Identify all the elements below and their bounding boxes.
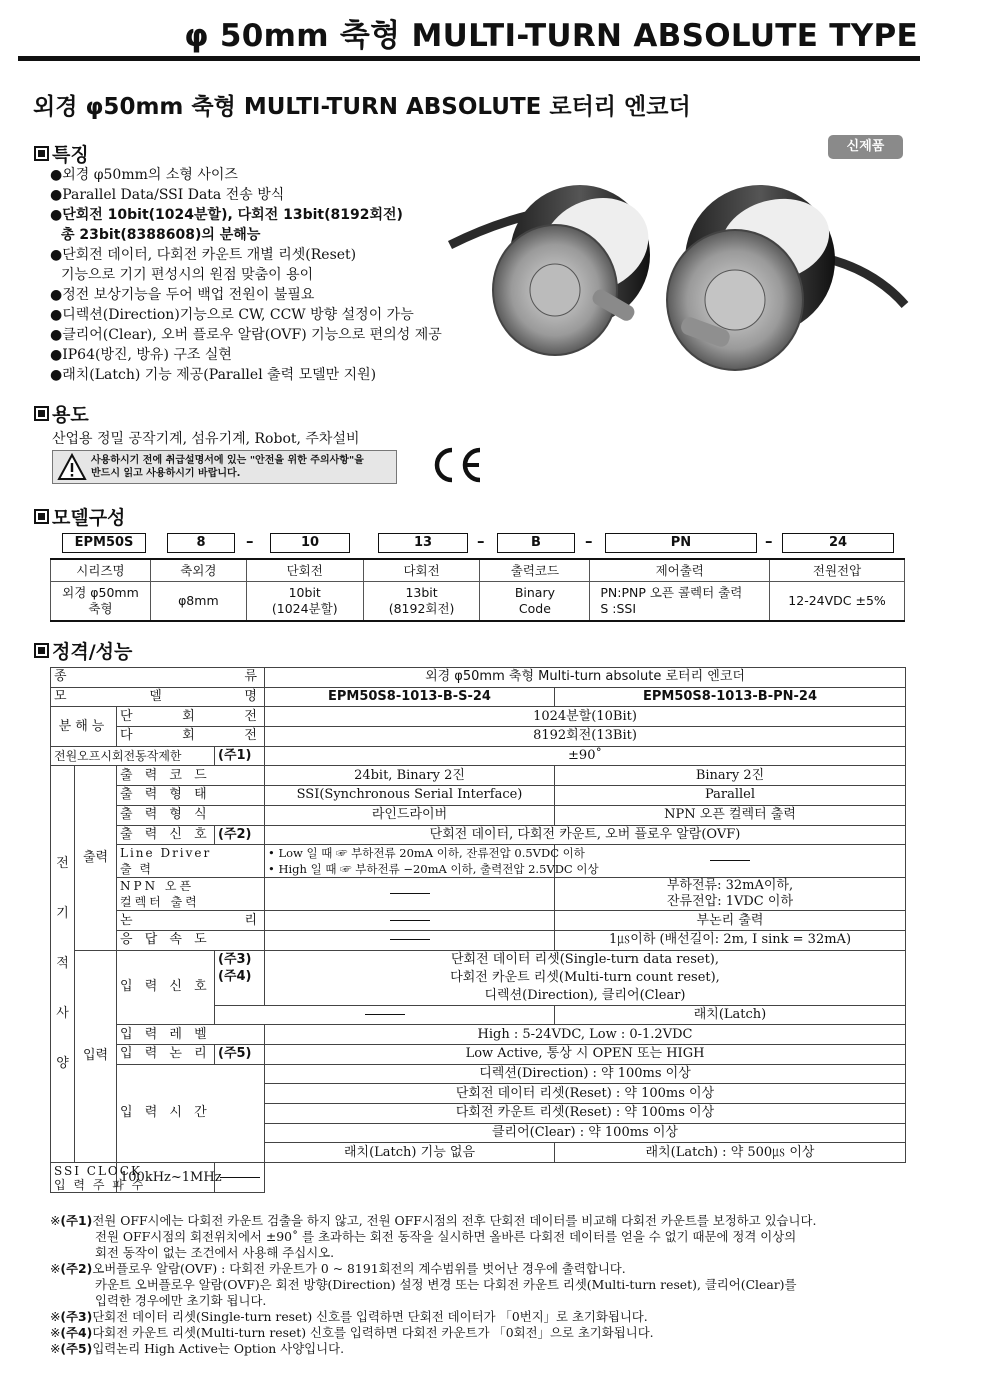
section-marker-icon — [34, 146, 49, 161]
footnote-line: ※(주2)오버플로우 알람(OVF) : 다회전 카운트가 0 ~ 8191회전의 계수범위를 벗어난 경우에 출력합니다. — [50, 1261, 626, 1276]
footnote-line: ※(주5)입력논리 High Active는 Option 사양입니다. — [50, 1341, 345, 1356]
spec-in-level: High : 5-24VDC, Low : 0-1.2VDC — [265, 1025, 906, 1045]
spec-npn-s-empty — [265, 878, 555, 911]
spec-out-signal-label: 출 력 신 호 — [117, 825, 215, 845]
spec-npn: 부하전류: 32mA이하, 잔류전압: 1VDC 이하 — [555, 878, 906, 911]
feature-item: ●단회전 10bit(1024분할), 다회전 13bit(8192회전) — [50, 207, 403, 223]
model-header-cell: 단회전 — [246, 559, 363, 581]
model-header-cell: 제어출력 — [590, 559, 770, 581]
product-image — [430, 165, 910, 395]
spec-out-form-label: 출 력 형 태 — [117, 786, 265, 806]
feature-item: ●클리어(Clear), 오버 플로우 알람(OVF) 기능으로 편의성 제공 — [50, 327, 442, 343]
spec-latch-time-s: 래치(Latch) 기능 없음 — [265, 1143, 555, 1163]
model-value-cell: 외경 φ50mm 축형 — [51, 581, 151, 621]
model-code-power: 24 — [782, 533, 894, 553]
spec-model-label: 모 델 명 — [51, 687, 265, 707]
spec-electrical-label: 전 기 적 사 양 — [51, 766, 75, 1163]
section-features — [34, 140, 89, 167]
ce-mark-icon — [430, 445, 486, 485]
model-value-cell: PN:PNP 오픈 콜렉터 출력 S :SSI — [590, 581, 770, 621]
safety-warning — [52, 450, 397, 484]
model-header-cell: 출력코드 — [480, 559, 590, 581]
model-header-cell: 다회전 — [363, 559, 480, 581]
section-marker-icon — [34, 406, 49, 421]
model-value-cell: φ8mm — [150, 581, 246, 621]
spec-out-form-s: SSI(Synchronous Serial Interface) — [265, 786, 555, 806]
section-usage-title: 용도 — [52, 404, 89, 426]
spec-res-multi-label: 다 회 전 — [117, 727, 265, 747]
spec-in-logic-label: 입 력 논 리 — [117, 1044, 215, 1064]
spec-ssi-pn-empty — [215, 1163, 265, 1193]
model-dash: – — [585, 532, 593, 550]
warning-line-2: 반드시 읽고 사용하시기 바랍니다. — [91, 468, 241, 479]
model-table — [50, 558, 905, 622]
spec-in-time-multi-reset: 다회전 카운트 리셋(Reset) : 약 100ms 이상 — [265, 1104, 906, 1124]
spec-model-s: EPM50S8-1013-B-S-24 — [265, 687, 555, 707]
model-code-shaft: 8 — [167, 533, 235, 553]
spec-type-label: 종 류 — [51, 668, 265, 688]
spec-line-driver-label: Line Driver 출 력 — [117, 845, 265, 878]
section-marker-icon — [34, 509, 49, 524]
feature-item: ●단회전 데이터, 다회전 카운트 개별 리셋(Reset) — [50, 247, 357, 263]
spec-in-time-single-reset: 단회전 데이터 리셋(Reset) : 약 100ms 이상 — [265, 1084, 906, 1104]
spec-logic: 부논리 출력 — [555, 911, 906, 931]
spec-ssi: 100kHz~1MHz — [117, 1163, 215, 1193]
spec-type-value: 외경 φ50mm 축형 Multi-turn absolute 로터리 엔코더 — [265, 668, 906, 688]
section-spec-title: 정격/성능 — [52, 641, 133, 663]
spec-poweroff-label: 전원오프시회전동작제한 — [51, 746, 215, 766]
spec-in-level-label: 입 력 레 벨 — [117, 1025, 265, 1045]
page-header-title: φ 50mm 축형 MULTI-TURN ABSOLUTE TYPE — [184, 18, 918, 54]
spec-poweroff-value: ±90˚ — [265, 746, 906, 766]
spec-latch: 래치(Latch) — [555, 1005, 906, 1025]
header-rule — [18, 56, 920, 61]
spec-model-pn: EPM50S8-1013-B-PN-24 — [555, 687, 906, 707]
spec-out-code-s: 24bit, Binary 2진 — [265, 766, 555, 786]
spec-output-label: 출력 — [75, 766, 117, 950]
feature-item: ●IP64(방진, 방유) 구조 실현 — [50, 347, 232, 363]
section-model — [34, 503, 125, 530]
model-dash: – — [477, 532, 485, 550]
section-features-title: 특징 — [52, 144, 89, 166]
spec-out-type-pn: NPN 오픈 컬렉터 출력 — [555, 805, 906, 825]
spec-out-type-label: 출 력 형 식 — [117, 805, 265, 825]
section-marker-icon — [34, 643, 49, 658]
model-code-output-code: B — [497, 533, 575, 553]
footnote-line: ※(주1)전원 OFF시에는 다회전 카운트 검출을 하지 않고, 전원 OFF시점의 전후 단회전 데이터를 비교해 다회전 카운트를 보정하고 있습니다. — [50, 1213, 817, 1228]
spec-latch-time-pn: 래치(Latch) : 약 500㎲ 이상 — [555, 1143, 906, 1163]
section-spec — [34, 637, 132, 664]
spec-res-single-label: 단 회 전 — [117, 707, 265, 727]
spec-note2-tag: (주2) — [215, 825, 265, 845]
footnotes — [50, 1213, 910, 1357]
model-code-multi-turn: 13 — [378, 533, 468, 553]
spec-in-logic: Low Active, 통상 시 OPEN 또는 HIGH — [265, 1044, 906, 1064]
page-title: 외경 φ50mm 축형 MULTI-TURN ABSOLUTE 로터리 엔코더 — [33, 94, 691, 120]
spec-res-multi: 8192회전(13Bit) — [265, 727, 906, 747]
footnote-line: ※(주4)다회전 카운트 리셋(Multi-turn reset) 신호를 입력하면 다회전 카운트가 「0회전」으로 초기화됩니다. — [50, 1325, 654, 1340]
spec-note3-4-tags: (주3) (주4) — [215, 950, 265, 1005]
footnote-line: 회전 동작이 없는 조건에서 사용해 주십시오. — [95, 1245, 335, 1260]
footnote-line: 카운트 오버플로우 알람(OVF)은 회전 방향(Direction) 설정 변경 또는 다회전 카운트 리셋(Multi-turn reset), 클리어(Clear)를 — [95, 1277, 797, 1292]
usage-text: 산업용 정밀 공작기계, 섬유기계, Robot, 주차설비 — [52, 431, 360, 447]
model-value-cell: 13bit (8192회전) — [363, 581, 480, 621]
warning-icon — [57, 452, 87, 482]
feature-item: ●정전 보상기능을 두어 백업 전원이 불필요 — [50, 287, 315, 303]
section-model-title: 모델구성 — [52, 507, 126, 529]
spec-response-label: 응 답 속 도 — [117, 930, 265, 950]
model-header-cell: 전원전압 — [770, 559, 905, 581]
model-code-series: EPM50S — [62, 533, 146, 553]
spec-note5-tag: (주5) — [215, 1044, 265, 1064]
spec-in-time-direction: 디렉션(Direction) : 약 100ms 이상 — [265, 1064, 906, 1084]
spec-out-type-s: 라인드라이버 — [265, 805, 555, 825]
feature-item: ●외경 φ50mm의 소형 사이즈 — [50, 167, 238, 183]
feature-item: ●래치(Latch) 기능 제공(Parallel 출력 모델만 지원) — [50, 367, 377, 383]
spec-response: 1㎲이하 (배선길이: 2m, I sink = 32mA) — [555, 930, 906, 950]
spec-in-time-label: 입 력 시 간 — [117, 1064, 265, 1162]
model-dash: – — [246, 532, 254, 550]
feature-item: ●디렉션(Direction)기능으로 CW, CCW 방향 설정이 가능 — [50, 307, 414, 323]
spec-out-form-pn: Parallel — [555, 786, 906, 806]
spec-ssi-label: SSI CLOCK 입 력 주 파 수 — [51, 1163, 117, 1193]
model-code-single-turn: 10 — [270, 533, 350, 553]
spec-npn-label: NPN 오픈 컬렉터 출력 — [117, 878, 265, 911]
model-header-cell: 시리즈명 — [51, 559, 151, 581]
spec-in-signal: 단회전 데이터 리셋(Single-turn data reset), 다회전 카운트 리셋(Multi-turn count reset), 디렉션(Direction), 클리어(Clear) — [265, 950, 906, 1005]
spec-line-driver-pn-empty — [555, 845, 906, 878]
spec-note1-tag: (주1) — [215, 746, 265, 766]
spec-out-code-pn: Binary 2진 — [555, 766, 906, 786]
new-product-badge: 신제품 — [828, 135, 903, 159]
warning-line-1: 사용하시기 전에 취급설명서에 있는 "안전을 위한 주의사항"을 — [91, 455, 364, 466]
model-code-control-output: PN — [605, 533, 757, 553]
feature-item: ●Parallel Data/SSI Data 전송 방식 — [50, 187, 285, 203]
spec-res-single: 1024분할(10Bit) — [265, 707, 906, 727]
model-dash: – — [765, 532, 773, 550]
spec-latch-s-empty — [215, 1005, 555, 1025]
model-value-cell: 12-24VDC ±5% — [770, 581, 905, 621]
spec-out-code-label: 출 력 코 드 — [117, 766, 265, 786]
spec-response-s-empty — [265, 930, 555, 950]
spec-resolution-label: 분해능 — [51, 707, 117, 746]
footnote-line: ※(주3)단회전 데이터 리셋(Single-turn reset) 신호를 입력하면 단회전 데이터가 「0번지」로 초기화됩니다. — [50, 1309, 648, 1324]
spec-logic-s-empty — [265, 911, 555, 931]
model-header-cell: 축외경 — [150, 559, 246, 581]
spec-out-signal: 단회전 데이터, 다회전 카운트, 오버 플로우 알람(OVF) — [265, 825, 906, 845]
footnote-line: 전원 OFF시점의 회전위치에서 ±90˚ 를 초과하는 회전 동작을 실시하면 올바른 다회전 데이터를 얻을 수 없기 때문에 정격 이상의 — [95, 1229, 797, 1244]
spec-line-driver: • Low 일 때 ☞ 부하전류 20mA 이하, 잔류전압 0.5VDC 이하 • High 일 때 ☞ 부하전류 −20mA 이하, 출력전압 2.5VDC 이상 — [265, 845, 555, 878]
feature-item: 기능으로 기기 편성시의 원점 맞춤이 용이 — [61, 267, 314, 283]
section-usage — [34, 400, 89, 427]
spec-logic-label: 논 리 — [117, 911, 265, 931]
feature-item: 총 23bit(8388608)의 분해능 — [61, 227, 261, 243]
model-value-cell: 10bit (1024분할) — [246, 581, 363, 621]
footnote-line: 입력한 경우에만 초기화 됩니다. — [95, 1293, 267, 1308]
spec-table — [50, 667, 906, 1193]
spec-in-time-clear: 클리어(Clear) : 약 100ms 이상 — [265, 1123, 906, 1143]
spec-in-signal-label: 입 력 신 호 — [117, 950, 215, 1025]
model-value-cell: Binary Code — [480, 581, 590, 621]
spec-input-label: 입력 — [75, 950, 117, 1163]
